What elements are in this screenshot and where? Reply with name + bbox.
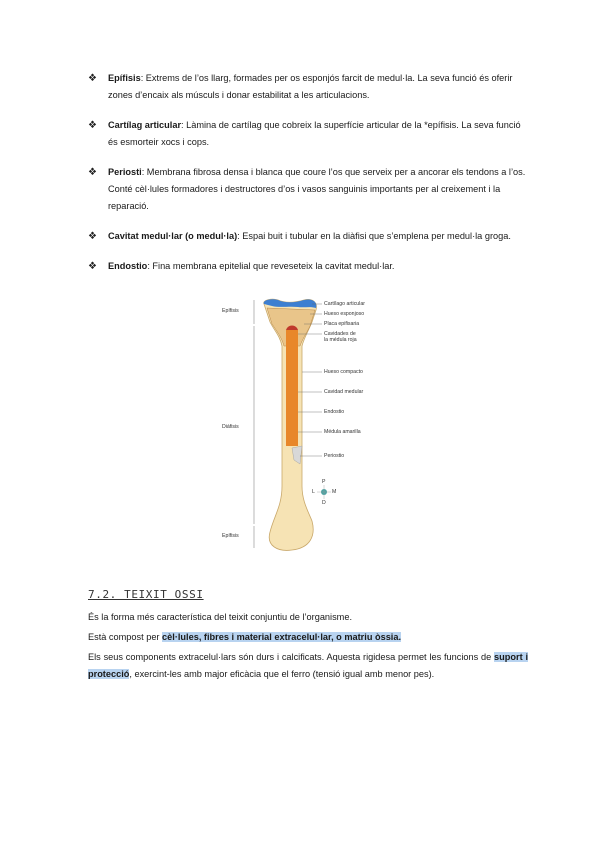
compass-icon bbox=[317, 485, 331, 499]
bullet-periosti bbox=[88, 164, 528, 215]
definition: : Extrems de l’os llarg, formades per os esponjós farcit de medul·la. La seva funció és oferir zones d’encaix als músculs i donar estabilitat a les articulacions. bbox=[108, 73, 513, 100]
label-epifisis-top: Epífisis bbox=[222, 308, 239, 314]
definition: : Membrana fibrosa densa i blanca que coure l’os que serveix per a ancorar els tendons a l’os. Conté cèl·lules formadores i destructores d’os i vasos sanguinis importants per al creixement i la reparació. bbox=[108, 167, 526, 211]
bullet-cavitat bbox=[88, 228, 528, 245]
label-cavidad-medular: Cavidad medular bbox=[324, 389, 364, 395]
term: Periosti bbox=[108, 167, 142, 177]
label-endostio: Endostio bbox=[324, 409, 345, 415]
section-teixit-ossi bbox=[88, 588, 528, 686]
label-periostio: Periostio bbox=[324, 453, 345, 459]
bullet-endostio bbox=[88, 258, 528, 275]
highlight-functions: suport i protecció bbox=[88, 652, 528, 679]
diamond-bullet-icon: ❖ bbox=[88, 167, 97, 178]
diamond-bullet-icon: ❖ bbox=[88, 73, 97, 84]
compass-p: P bbox=[322, 479, 326, 485]
compass-m: M bbox=[332, 489, 337, 495]
compass-d: D bbox=[322, 500, 326, 506]
paragraph-3 bbox=[88, 649, 528, 683]
paragraph-1: És la forma més característica del teixit conjuntiu de l’organisme. bbox=[88, 612, 352, 622]
label-diafisis: Diáfisis bbox=[222, 424, 239, 430]
medullary-cavity bbox=[286, 330, 298, 446]
label-cartilago: Cartílago articular bbox=[324, 301, 365, 307]
term: Cavitat medul·lar (o medul·la) bbox=[108, 231, 238, 241]
label-cavidades: Cavidades de bbox=[324, 331, 356, 337]
paragraph-2 bbox=[88, 629, 528, 646]
bullet-epifisis bbox=[88, 70, 528, 104]
term: Endostio bbox=[108, 261, 148, 271]
p2-text: Està compost per bbox=[88, 632, 163, 642]
term: Epífisis bbox=[108, 73, 141, 83]
label-placa-epifisaria: Placa epifisaria bbox=[324, 321, 360, 327]
highlight-composition: cèl·lules, fibres i material extracelul·lar, o matriu òssia. bbox=[162, 632, 402, 642]
diamond-bullet-icon: ❖ bbox=[88, 231, 97, 242]
diamond-bullet-icon: ❖ bbox=[88, 120, 97, 131]
definition: : Espai buit i tubular en la diàfisi que s’emplena per medul·la groga. bbox=[237, 231, 511, 241]
term: Cartílag articular bbox=[108, 120, 182, 130]
definition: : Fina membrana epitelial que reveseteix la cavitat medul·lar. bbox=[147, 261, 395, 271]
bone-diagram bbox=[212, 296, 372, 556]
diamond-bullet-icon: ❖ bbox=[88, 261, 97, 272]
label-hueso-compacto: Hueso compacto bbox=[324, 369, 363, 375]
bullet-list bbox=[88, 70, 528, 288]
p3-text-post: , exercint-les amb major eficàcia que el ferro (tensió igual amb menor pes). bbox=[129, 669, 435, 679]
label-medula-roja: la médula roja bbox=[324, 337, 357, 343]
compass-l: L bbox=[312, 489, 315, 495]
label-epifisis-bottom: Epífisis bbox=[222, 533, 239, 539]
bullet-cartilag bbox=[88, 117, 528, 151]
definition: : Làmina de cartílag que cobreix la superfície articular de la *epífisis. La seva funció és esmorteir xocs i cops. bbox=[108, 120, 521, 147]
label-medula-amarilla: Médula amarilla bbox=[324, 429, 361, 435]
section-heading: 7.2. TEIXIT OSSI bbox=[88, 588, 204, 601]
p3-text-pre: Els seus components extracelul·lars són durs i calcificats. Aquesta rigidesa permet les funcions de bbox=[88, 652, 495, 662]
label-hueso-esponjoso: Hueso esponjoso bbox=[324, 311, 365, 317]
